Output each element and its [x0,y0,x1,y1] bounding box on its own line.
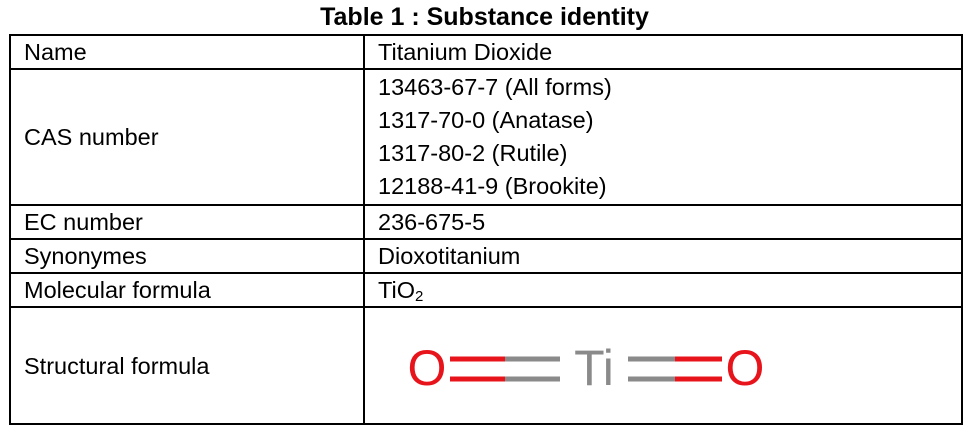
table-row [10,273,962,307]
cas-value-brookite: 12188-41-9 (Brookite) [378,173,607,199]
right-double-bond [628,359,722,379]
name-value: Titanium Dioxide [364,35,962,69]
name-label: Name [10,35,364,69]
structural-formula-label: Structural formula [10,307,364,424]
structural-formula-diagram [365,309,961,422]
cas-value-anatase: 1317-70-0 (Anatase) [378,107,594,133]
table-row [10,239,962,273]
synonyms-label: Synonymes [10,239,364,273]
table-caption: Table 1 : Substance identity [320,3,649,31]
table-row [10,69,962,205]
synonyms-value: Dioxotitanium [364,239,962,273]
table-row [10,307,962,424]
cas-label: CAS number [10,69,364,205]
ec-value: 236-675-5 [364,205,962,239]
cas-values [364,69,962,205]
titanium-atom: Ti [574,340,614,396]
ec-label: EC number [10,205,364,239]
molecular-formula-label: Molecular formula [10,273,364,307]
structural-formula-cell [364,307,962,424]
molecular-formula-value [364,273,962,307]
substance-identity-table [9,34,963,425]
table-row [10,35,962,69]
cas-value-all-forms: 13463-67-7 (All forms) [378,74,612,100]
cas-value-rutile: 1317-80-2 (Rutile) [378,140,568,166]
formula-base: TiO [378,277,415,303]
left-double-bond [450,359,560,379]
oxygen-left-atom: O [407,340,447,396]
formula-subscript: 2 [414,288,424,305]
oxygen-right-atom: O [725,340,765,396]
table-row [10,205,962,239]
